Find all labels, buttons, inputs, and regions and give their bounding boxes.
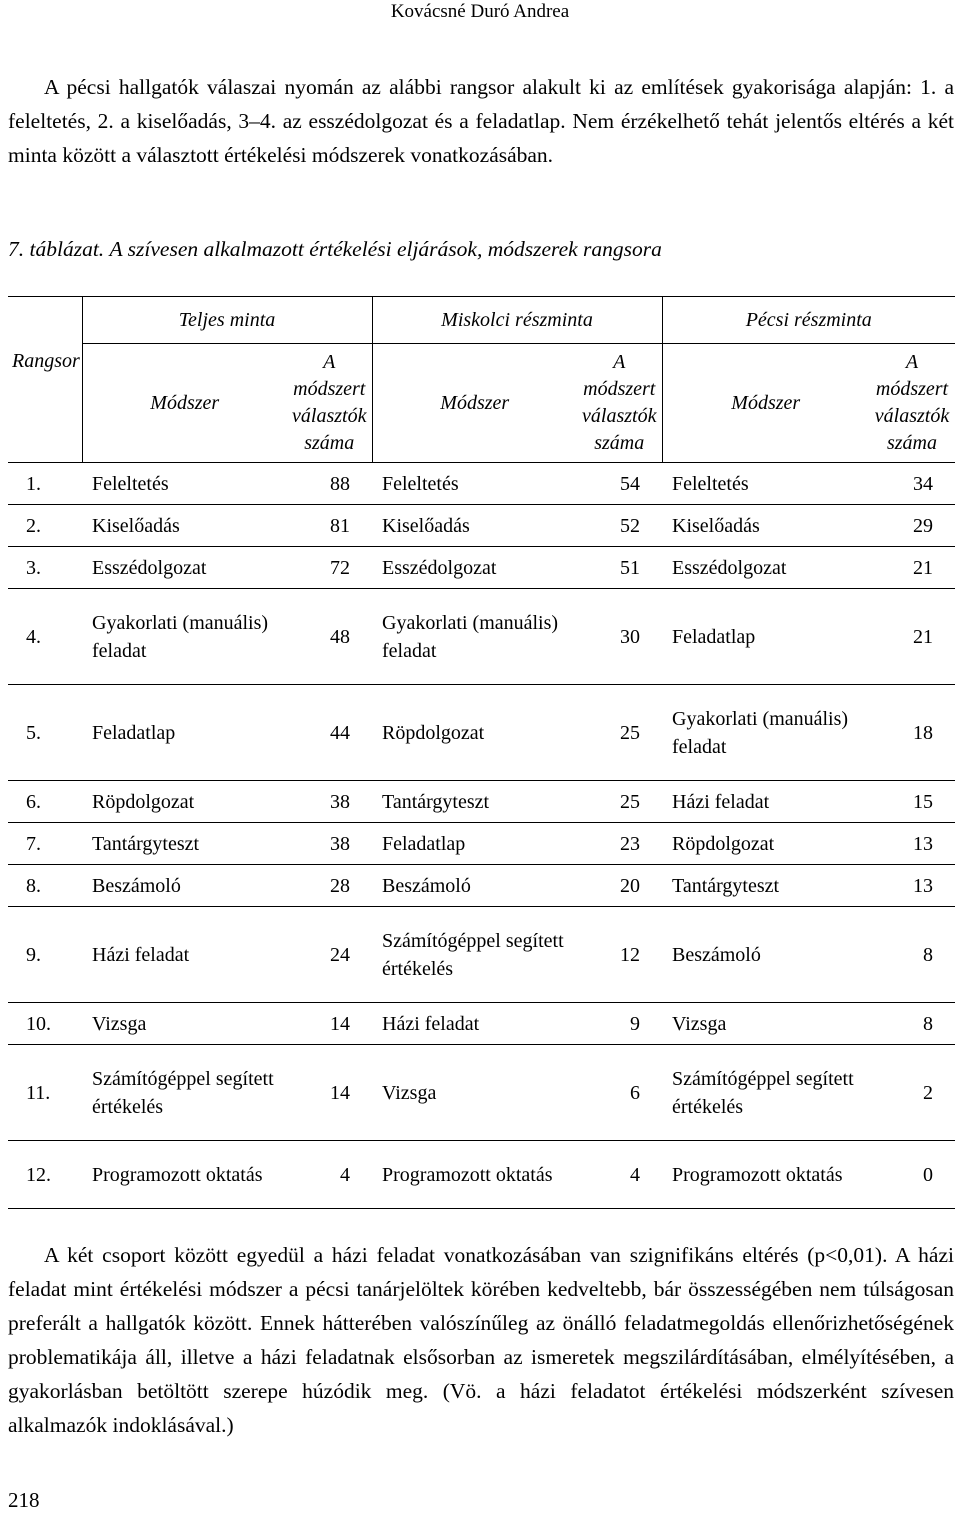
miskolc-count-cell: 20: [620, 874, 640, 897]
pecs-count-cell: 34: [913, 472, 933, 495]
rank-cell: 3.: [26, 556, 41, 579]
pecs-count-cell: 8: [923, 1012, 933, 1035]
rank-cell: 10.: [26, 1012, 51, 1035]
count-header: A módszert választók száma: [287, 344, 372, 463]
miskolc-count-cell: 25: [620, 790, 640, 813]
total-method-cell: Programozott oktatás: [92, 1163, 263, 1186]
closing-paragraph: A két csoport között egyedül a házi feladat vonatkozásában van szignifikáns eltérés (p<0,01). A házi feladat mint értékelési módszer a pécsi tanárjelöltek körében kedveltebb, bár összességében nem túlságosan preferált a hallgatók között. Ennek hátterében valószínűleg az önálló feladatmegoldás ellenőrizhetőségének problematikája áll, illetve a házi feladatnak elsősorban az ismeretek megszilárdításában, elmélyítésében, a gyakorlásban betöltött szerepe húzódik meg. (Vö. a házi feladatot értékelési módszerként szívesen alkalmazók indoklásával.): [8, 1243, 954, 1437]
total-method-cell: Esszédolgozat: [92, 556, 207, 579]
total-count-cell: 88: [330, 472, 350, 495]
method-header: Módszer: [82, 344, 287, 463]
page-number: 218: [8, 1488, 40, 1512]
table-row: [8, 505, 955, 547]
method-header: Módszer: [662, 344, 869, 463]
table-row: [8, 1003, 955, 1045]
group-header-miskolc: Miskolci részminta: [372, 297, 662, 344]
miskolc-count-cell: 54: [620, 472, 640, 495]
rank-cell: 8.: [26, 874, 41, 897]
total-method-cell: Tantárgyteszt: [92, 832, 200, 855]
total-count-cell: 28: [330, 874, 350, 897]
total-method-cell: Feleltetés: [92, 472, 169, 495]
count-header: A módszert választók száma: [577, 344, 662, 463]
pecs-count-cell: 21: [913, 625, 933, 648]
miskolc-count-cell: 52: [620, 514, 640, 537]
running-head: Kovácsné Duró Andrea: [390, 1, 570, 22]
pecs-method-cell: Beszámoló: [672, 943, 761, 966]
table-row: [8, 1141, 955, 1209]
pecs-method-cell: Számítógéppel segített értékelés: [672, 1067, 854, 1118]
count-header: A módszert választók száma: [869, 344, 955, 463]
miskolc-method-cell: Feleltetés: [382, 472, 459, 495]
miskolc-count-cell: 9: [630, 1012, 640, 1035]
rank-cell: 9.: [26, 943, 41, 966]
rank-cell: 7.: [26, 832, 41, 855]
table-row: [8, 547, 955, 589]
table-row: [8, 781, 955, 823]
pecs-method-cell: Tantárgyteszt: [672, 874, 780, 897]
miskolc-method-cell: Röpdolgozat: [382, 721, 485, 744]
total-count-cell: 38: [330, 832, 350, 855]
table-row: [8, 463, 955, 505]
pecs-count-cell: 15: [913, 790, 933, 813]
miskolc-count-cell: 25: [620, 721, 640, 744]
total-count-cell: 44: [330, 721, 350, 744]
intro-paragraph: A pécsi hallgatók válaszai nyomán az alábbi rangsor alakult ki az említések gyakorisága alapján: 1. a feleltetés, 2. a kiselőadás, 3–4. az esszédolgozat és a feladatlap. Nem érzékelhető tehát jelentős eltérés a két minta között a választott értékelési módszerek vonatkozásában.: [8, 75, 954, 167]
miskolc-count-cell: 4: [630, 1163, 640, 1186]
total-method-cell: Röpdolgozat: [92, 790, 195, 813]
total-count-cell: 24: [330, 943, 350, 966]
group-header-total: Teljes minta: [82, 297, 372, 344]
miskolc-method-cell: Programozott oktatás: [382, 1163, 553, 1186]
miskolc-count-cell: 6: [630, 1081, 640, 1104]
miskolc-method-cell: Tantárgyteszt: [382, 790, 490, 813]
pecs-count-cell: 18: [913, 721, 933, 744]
miskolc-count-cell: 12: [620, 943, 640, 966]
pecs-method-cell: Feladatlap: [672, 625, 756, 648]
total-count-cell: 4: [340, 1163, 350, 1186]
miskolc-count-cell: 51: [620, 556, 640, 579]
total-method-cell: Vizsga: [92, 1012, 147, 1035]
total-count-cell: 38: [330, 790, 350, 813]
miskolc-count-cell: 30: [620, 625, 640, 648]
table-row: [8, 1045, 955, 1141]
pecs-method-cell: Házi feladat: [672, 790, 770, 813]
table-row: [8, 685, 955, 781]
miskolc-method-cell: Feladatlap: [382, 832, 466, 855]
pecs-method-cell: Kiselőadás: [672, 514, 760, 537]
rank-cell: 11.: [26, 1081, 51, 1104]
pecs-method-cell: Röpdolgozat: [672, 832, 775, 855]
total-count-cell: 72: [330, 556, 350, 579]
rank-header: Rangsor: [8, 297, 82, 463]
total-method-cell: Házi feladat: [92, 943, 190, 966]
pecs-method-cell: Programozott oktatás: [672, 1163, 843, 1186]
miskolc-method-cell: Házi feladat: [382, 1012, 480, 1035]
miskolc-method-cell: Esszédolgozat: [382, 556, 497, 579]
miskolc-method-cell: Kiselőadás: [382, 514, 470, 537]
miskolc-method-cell: Vizsga: [382, 1081, 437, 1104]
total-method-cell: Számítógéppel segített értékelés: [92, 1067, 274, 1118]
total-count-cell: 14: [330, 1012, 350, 1035]
miskolc-method-cell: Gyakorlati (manuális) feladat: [382, 611, 559, 662]
pecs-count-cell: 21: [913, 556, 933, 579]
pecs-count-cell: 13: [913, 832, 933, 855]
ranking-table: [8, 296, 955, 1209]
rank-cell: 5.: [26, 721, 41, 744]
pecs-count-cell: 13: [913, 874, 933, 897]
miskolc-count-cell: 23: [620, 832, 640, 855]
table-row: [8, 823, 955, 865]
pecs-count-cell: 2: [923, 1081, 933, 1104]
total-method-cell: Feladatlap: [92, 721, 176, 744]
pecs-method-cell: Feleltetés: [672, 472, 749, 495]
total-method-cell: Kiselőadás: [92, 514, 180, 537]
pecs-count-cell: 29: [913, 514, 933, 537]
pecs-count-cell: 8: [923, 943, 933, 966]
table-row: [8, 907, 955, 1003]
miskolc-method-cell: Beszámoló: [382, 874, 471, 897]
pecs-count-cell: 0: [923, 1163, 933, 1186]
table-caption-title: A szívesen alkalmazott értékelési eljárások, módszerek rangsora: [109, 237, 662, 261]
table-caption-label: 7. táblázat.: [8, 237, 105, 261]
rank-cell: 1.: [26, 472, 41, 495]
total-count-cell: 14: [330, 1081, 350, 1104]
rank-cell: 2.: [26, 514, 41, 537]
total-count-cell: 48: [330, 625, 350, 648]
pecs-method-cell: Gyakorlati (manuális) feladat: [672, 707, 849, 758]
table-row: [8, 865, 955, 907]
rank-cell: 4.: [26, 625, 41, 648]
miskolc-method-cell: Számítógéppel segített értékelés: [382, 929, 564, 980]
table-row: [8, 589, 955, 685]
group-header-pecs: Pécsi részminta: [662, 297, 955, 344]
table-caption: [8, 232, 662, 266]
pecs-method-cell: Esszédolgozat: [672, 556, 787, 579]
rank-cell: 12.: [26, 1163, 51, 1186]
rank-cell: 6.: [26, 790, 41, 813]
total-method-cell: Gyakorlati (manuális) feladat: [92, 611, 269, 662]
pecs-method-cell: Vizsga: [672, 1012, 727, 1035]
total-method-cell: Beszámoló: [92, 874, 181, 897]
method-header: Módszer: [372, 344, 577, 463]
total-count-cell: 81: [330, 514, 350, 537]
